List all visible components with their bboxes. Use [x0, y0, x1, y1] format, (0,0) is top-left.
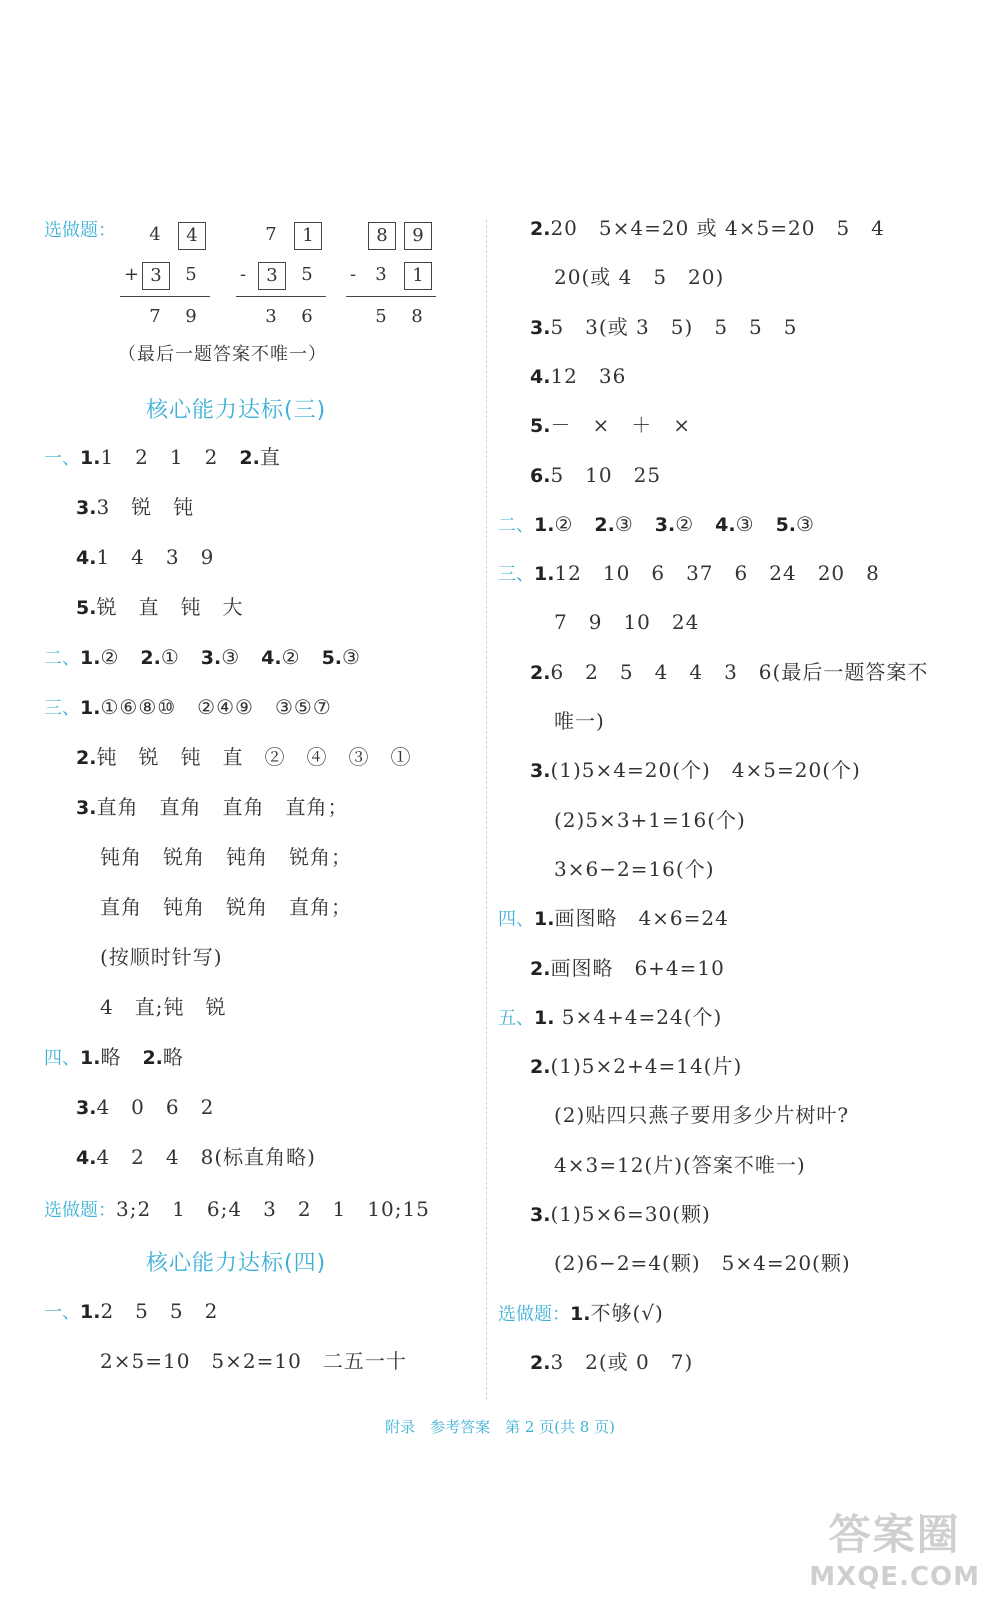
answer-text: (按顺时针写): [100, 945, 223, 969]
question-number: 3.: [654, 513, 676, 536]
answer-text: 3×6−2=16(个): [554, 856, 715, 881]
question-number: 1.: [534, 908, 555, 931]
calc-result-digit: 9: [185, 306, 197, 327]
question-number: 1.: [534, 563, 555, 586]
question-number: 4.: [715, 513, 736, 536]
answer-text: 2×5=10 5×2=10 二五一十: [100, 1349, 407, 1373]
page-footer: 附录 参考答案 第 2 页(共 8 页): [385, 1418, 615, 1436]
calc-result-digit: 3: [265, 306, 277, 327]
answer-text: 5 3(或 3 5) 5 5 5: [550, 314, 798, 339]
answer-line: [498, 412, 691, 439]
question-number: 4.: [76, 1147, 97, 1169]
answer-line: [44, 1348, 407, 1374]
question-number: 3.: [530, 760, 551, 783]
calc-digit: 5: [301, 264, 313, 285]
answer-text: 唯一): [554, 709, 605, 733]
answer-line: [498, 511, 815, 539]
question-number: 3.: [530, 1204, 551, 1226]
answer-text: 1 4 3 9: [96, 545, 215, 569]
question-number: 3.: [530, 316, 551, 339]
answer-line: [498, 955, 725, 982]
question-number: 4.: [76, 547, 97, 569]
answer-text: 略: [100, 1045, 143, 1069]
elective-label: 选做题：: [44, 220, 116, 241]
column-divider: [486, 220, 487, 1400]
question-number: 1.: [570, 1302, 591, 1325]
answer-text: 20 5×4=20 或 4×5=20 5 4: [550, 216, 885, 240]
answer-line: [498, 462, 661, 489]
question-number: 4.: [530, 365, 551, 388]
answer-text: 5×4+4=24(个): [554, 1004, 723, 1029]
calc-digit: 1: [404, 262, 432, 290]
answer-text: 20(或 4 5 20): [554, 265, 725, 290]
section-label: 四、: [498, 909, 534, 931]
answer-text: 略: [162, 1045, 184, 1069]
answer-line: [44, 994, 226, 1020]
answer-line: [44, 794, 348, 821]
calc-digit: 8: [368, 222, 396, 250]
question-number: 1.: [534, 513, 555, 536]
elective-2-text: 3;2 1 6;4 3 2 1 10;15: [116, 1197, 430, 1221]
answer-text: 钝 锐 钝 直 ② ④ ③ ①: [96, 745, 412, 769]
answer-text: 1 2 1 2: [100, 445, 240, 469]
answer-line: [498, 264, 724, 290]
question-number: 6.: [530, 464, 551, 487]
question-number: 2.: [530, 1351, 551, 1374]
section-label: 二、: [44, 648, 80, 669]
answer-text: 4 2 4 8(标直角略): [96, 1145, 316, 1169]
question-number: 3.: [200, 647, 222, 669]
heading-section-3: 核心能力达标(三): [146, 398, 327, 423]
answer-text: ③: [614, 511, 655, 536]
answer-text: 直角 钝角 锐角 直角；: [100, 895, 352, 919]
answer-text: ①: [160, 645, 201, 669]
answer-text: 4 0 6 2: [96, 1095, 215, 1119]
answer-text: ②: [281, 645, 322, 669]
answer-line: [498, 1250, 851, 1276]
answer-line: [44, 594, 243, 621]
calc-operator: +: [124, 264, 140, 285]
question-number: 1.: [80, 447, 101, 469]
answer-text: 4×3=12(片)(答案不唯一): [554, 1152, 806, 1177]
answer-text: ③: [221, 645, 262, 669]
elective-2: [44, 1196, 430, 1224]
calc-result-digit: 7: [149, 306, 161, 327]
calc-result-digit: 5: [375, 306, 387, 327]
question-number: 5.: [321, 647, 343, 669]
answer-line: [44, 944, 223, 970]
answer-text: ③: [342, 645, 361, 669]
answer-line: [498, 757, 861, 784]
answer-text: (1)5×6=30(颗): [550, 1202, 711, 1226]
answer-text: ②: [675, 511, 716, 536]
question-number: 2.: [140, 647, 161, 669]
answer-line: [498, 1102, 849, 1128]
answer-line: [44, 1044, 184, 1072]
section-label: 四、: [44, 1048, 80, 1069]
answer-text: 不够(√): [590, 1300, 664, 1325]
answer-text: 3 2(或 0 7): [550, 1349, 694, 1374]
answer-text: 直角 直角 直角 直角；: [96, 795, 349, 819]
answer-text: 画图略 4×6=24: [554, 906, 729, 931]
answer-line: [44, 1144, 316, 1171]
answer-line: [498, 1349, 693, 1376]
answer-text: ②: [554, 511, 595, 536]
question-number: 2.: [530, 1056, 551, 1079]
heading-section-4: 核心能力达标(四): [146, 1251, 327, 1276]
answer-line: [44, 694, 332, 722]
answer-line: [44, 1298, 218, 1326]
question-number: 1.: [534, 1006, 555, 1029]
answer-text: 12 36: [550, 363, 627, 388]
section-label: 二、: [498, 514, 534, 536]
answer-line: [498, 560, 880, 588]
answer-line: [498, 659, 928, 686]
answer-line: [44, 644, 361, 672]
question-number: 5.: [76, 597, 97, 619]
question-number: 1.: [80, 647, 101, 669]
note-last-answer: （最后一题答案不唯一）: [118, 344, 327, 365]
answer-text: 画图略 6+4=10: [550, 955, 725, 980]
answer-line: [498, 1053, 742, 1080]
answer-line: [498, 609, 699, 635]
calc-digit: 5: [185, 264, 197, 285]
answer-text: ③: [796, 511, 815, 536]
answer-line: [498, 215, 885, 242]
question-number: 2.: [530, 661, 551, 684]
section-label: 选做题：: [498, 1303, 570, 1325]
question-number: 2.: [76, 747, 97, 769]
calc-digit: 4: [149, 224, 161, 245]
answer-line: [44, 894, 352, 920]
answer-line: [44, 444, 281, 472]
answer-line: [44, 544, 214, 571]
answer-text: 钝角 锐角 钝角 锐角；: [100, 845, 352, 869]
answer-line: [498, 856, 715, 882]
answer-text: (2)5×3+1=16(个): [554, 807, 746, 832]
answer-text: ③: [735, 511, 776, 536]
answer-text: (2)6−2=4(颗) 5×4=20(颗): [554, 1251, 851, 1276]
question-number: 1.: [80, 1301, 101, 1323]
elective-2-label: 选做题：: [44, 1200, 116, 1221]
answer-line: [44, 744, 411, 771]
answer-text: 7 9 10 24: [554, 610, 700, 635]
question-number: 5.: [530, 415, 551, 438]
answer-text: 直: [259, 445, 281, 469]
answer-text: － × ＋ ×: [550, 413, 691, 438]
answer-text: (1)5×4=20(个) 4×5=20(个): [550, 758, 861, 783]
question-number: 2.: [594, 513, 615, 536]
calc-line: [346, 296, 436, 297]
calc-digit: 9: [404, 222, 432, 250]
answer-text: 2 5 5 2: [100, 1299, 219, 1323]
answer-text: ①⑥⑧⑩ ②④⑨ ③⑤⑦: [100, 695, 332, 719]
answer-line: [498, 363, 626, 390]
calc-line: [236, 296, 326, 297]
answer-text: 3 锐 钝: [96, 495, 195, 519]
answer-line: [498, 314, 798, 341]
watermark-text: 答案圈: [828, 1510, 961, 1559]
watermark-url: MXQE.COM: [809, 1562, 980, 1592]
calc-digit: 7: [265, 224, 277, 245]
answer-line: [498, 1300, 664, 1328]
answer-line: [44, 844, 352, 870]
answer-line: [498, 1152, 806, 1178]
question-number: 3.: [76, 797, 97, 819]
question-number: 2.: [239, 447, 260, 469]
question-number: 3.: [76, 1097, 97, 1119]
question-number: 4.: [261, 647, 282, 669]
calc-operator: -: [350, 264, 357, 285]
calc-digit: 1: [294, 222, 322, 250]
question-number: 2.: [530, 218, 551, 240]
calc-digit: 3: [258, 262, 286, 290]
answer-text: 4 直;钝 锐: [100, 995, 227, 1019]
answer-line: [498, 905, 729, 933]
answer-text: (2)贴四只燕子要用多少片树叶?: [554, 1103, 850, 1128]
calc-line: [120, 296, 210, 297]
question-number: 3.: [76, 497, 97, 519]
calc-digit: 4: [178, 222, 206, 250]
calc-result-digit: 6: [301, 306, 313, 327]
section-label: 三、: [44, 698, 80, 719]
section-label: 五、: [498, 1007, 534, 1029]
question-number: 2.: [142, 1047, 163, 1069]
watermark-logo: [809, 1502, 980, 1592]
answer-line: [498, 708, 605, 734]
answer-text: 12 10 6 37 6 24 20 8: [554, 561, 880, 586]
answer-text: (1)5×2+4=14(片): [550, 1054, 743, 1079]
answer-text: 5 10 25: [550, 462, 662, 487]
answer-text: 6 2 5 4 4 3 6(最后一题答案不: [550, 659, 929, 684]
answer-line: [44, 1094, 214, 1121]
question-number: 5.: [775, 513, 797, 536]
answer-text: 锐 直 钝 大: [96, 595, 244, 619]
answer-text: ②: [100, 645, 141, 669]
answer-line: [498, 1201, 711, 1228]
answer-line: [44, 494, 194, 521]
answer-line: [498, 807, 746, 833]
question-number: 1.: [80, 697, 101, 719]
calc-operator: -: [240, 264, 247, 285]
section-label: 一、: [44, 448, 80, 469]
calc-result-digit: 8: [411, 306, 423, 327]
calc-digit: 3: [142, 262, 170, 290]
calc-digit: 3: [375, 264, 387, 285]
section-label: 三、: [498, 564, 534, 586]
question-number: 2.: [530, 957, 551, 980]
section-label: 一、: [44, 1302, 80, 1323]
question-number: 1.: [80, 1047, 101, 1069]
answer-line: [498, 1004, 722, 1032]
